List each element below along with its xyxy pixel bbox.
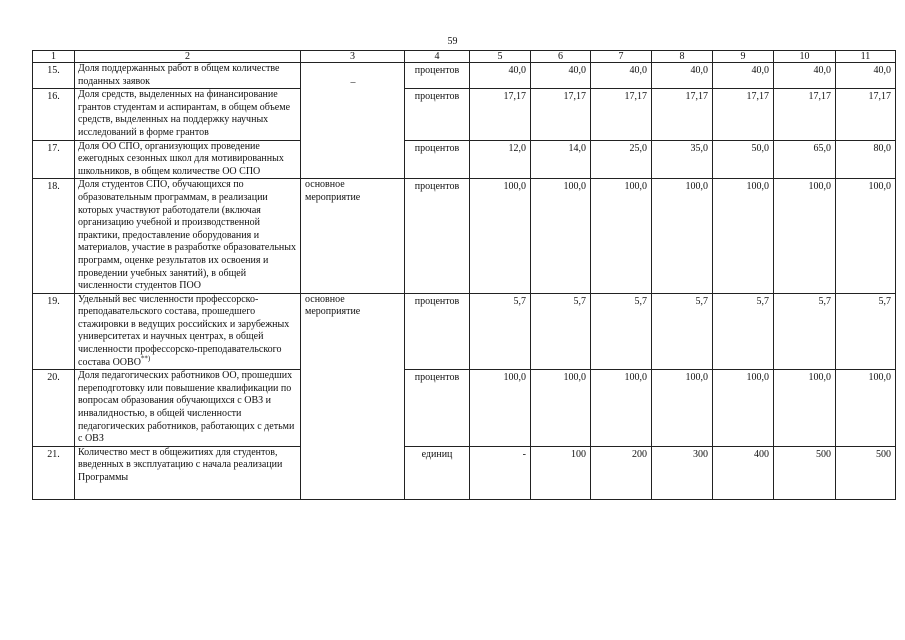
indicator-table xyxy=(32,50,896,500)
value-cell: 100,0 xyxy=(836,370,896,447)
unit-cell: процентов xyxy=(405,179,470,293)
value-cell: 400 xyxy=(713,446,774,499)
table-row xyxy=(33,293,896,370)
value-cell: 5,7 xyxy=(836,293,896,370)
indicator-name xyxy=(75,370,301,447)
value-cell: - xyxy=(470,446,531,499)
indicator-name xyxy=(75,446,301,499)
value-cell: 40,0 xyxy=(531,63,591,89)
header-cell: 6 xyxy=(531,51,591,63)
value-cell: 80,0 xyxy=(836,140,896,179)
row-number: 21. xyxy=(33,446,75,499)
table-row xyxy=(33,370,896,447)
value-cell: 40,0 xyxy=(774,63,836,89)
value-cell: 100 xyxy=(531,446,591,499)
value-cell: 100,0 xyxy=(531,370,591,447)
indicator-name xyxy=(75,179,301,293)
unit-cell: процентов xyxy=(405,370,470,447)
header-cell: 8 xyxy=(652,51,713,63)
value-cell: 100,0 xyxy=(591,179,652,293)
row-number: 18. xyxy=(33,179,75,293)
page-number: 59 xyxy=(447,36,458,47)
table-row xyxy=(33,179,896,293)
activity-type-cell: основное мероприятие xyxy=(301,179,405,293)
header-cell: 9 xyxy=(713,51,774,63)
footnote-mark: **) xyxy=(140,354,151,363)
indicator-name-text: Доля педагогических работников ОО, прошедших переподготовку или повышение квалификации по вопросам образования обучающихся с ОВЗ и инвалидностью, в общей численности педагогических работников, работающих с детьми с ОВЗ xyxy=(78,370,295,445)
value-cell: 100,0 xyxy=(774,370,836,447)
value-cell: 40,0 xyxy=(713,63,774,89)
value-cell: 12,0 xyxy=(470,140,531,179)
value-cell: 5,7 xyxy=(652,293,713,370)
value-cell: 17,17 xyxy=(713,89,774,140)
row-number: 17. xyxy=(33,140,75,179)
indicator-name xyxy=(75,89,301,140)
row-number: 19. xyxy=(33,293,75,370)
value-cell: 40,0 xyxy=(836,63,896,89)
indicator-name-text: Доля поддержанных работ в общем количестве поданных заявок xyxy=(78,63,280,87)
row-number: 15. xyxy=(33,63,75,89)
value-cell: 200 xyxy=(591,446,652,499)
value-cell: 100,0 xyxy=(652,179,713,293)
value-cell: 100,0 xyxy=(531,179,591,293)
row-number: 20. xyxy=(33,370,75,447)
value-cell: 500 xyxy=(836,446,896,499)
value-cell: 17,17 xyxy=(591,89,652,140)
value-cell: 5,7 xyxy=(774,293,836,370)
value-cell: 100,0 xyxy=(470,179,531,293)
table-row xyxy=(33,140,896,179)
row-number: 16. xyxy=(33,89,75,140)
table-row xyxy=(33,446,896,499)
header-cell: 10 xyxy=(774,51,836,63)
header-cell: 5 xyxy=(470,51,531,63)
value-cell: 300 xyxy=(652,446,713,499)
activity-type-cell xyxy=(301,63,405,179)
value-cell: 100,0 xyxy=(836,179,896,293)
header-cell: 4 xyxy=(405,51,470,63)
value-cell: 100,0 xyxy=(774,179,836,293)
value-cell: 17,17 xyxy=(836,89,896,140)
unit-cell: процентов xyxy=(405,140,470,179)
unit-cell: процентов xyxy=(405,293,470,370)
indicator-name-text: Доля студентов СПО, обучающихся по образовательным программам, в реализации которых участвуют работодатели (включая организацию учебной и производственной практики, предоставление оборудования и материалов, участие в разработке образовательных программ, оценке результатов их освоения и проведении учебных занятий), в общей численности студентов ПОО xyxy=(78,179,296,292)
indicator-name xyxy=(75,293,301,370)
indicator-name-text: Количество мест в общежитиях для студентов, введенных в эксплуатацию с начала реализации Программы xyxy=(78,446,283,483)
indicator-name-text: Удельный вес численности профессорско-преподавательского состава, прошедшего стажировки в ведущих российских и зарубежных университетах и научных центрах, в общей численности профессорско-преподавательского состава ООВО xyxy=(78,293,290,368)
value-cell: 100,0 xyxy=(652,370,713,447)
value-cell: 40,0 xyxy=(470,63,531,89)
indicator-name xyxy=(75,63,301,89)
value-cell: 5,7 xyxy=(713,293,774,370)
header-cell: 11 xyxy=(836,51,896,63)
value-cell: 100,0 xyxy=(591,370,652,447)
dash-text: – xyxy=(350,77,356,88)
value-cell: 5,7 xyxy=(591,293,652,370)
value-cell: 17,17 xyxy=(774,89,836,140)
value-cell: 5,7 xyxy=(470,293,531,370)
indicator-name xyxy=(75,140,301,179)
unit-cell: процентов xyxy=(405,63,470,89)
indicator-name-text: Доля ОО СПО, организующих проведение ежегодных сезонных школ для мотивированных школьников, в общем количестве ОО СПО xyxy=(78,140,284,177)
value-cell: 500 xyxy=(774,446,836,499)
activity-type-cell: основное мероприятие xyxy=(301,293,405,499)
value-cell: 50,0 xyxy=(713,140,774,179)
value-cell: 17,17 xyxy=(470,89,531,140)
header-row xyxy=(33,51,896,63)
value-cell: 100,0 xyxy=(470,370,531,447)
header-cell: 7 xyxy=(591,51,652,63)
value-cell: 5,7 xyxy=(531,293,591,370)
value-cell: 14,0 xyxy=(531,140,591,179)
indicator-name-text: Доля средств, выделенных на финансирование грантов студентам и аспирантам, в общем объеме средств, выделенных на поддержку научных исследований в форме грантов xyxy=(78,89,291,138)
table-row xyxy=(33,63,896,89)
table-row xyxy=(33,89,896,140)
value-cell: 40,0 xyxy=(652,63,713,89)
value-cell: 25,0 xyxy=(591,140,652,179)
header-cell: 2 xyxy=(75,51,301,63)
header-cell: 3 xyxy=(301,51,405,63)
value-cell: 17,17 xyxy=(652,89,713,140)
header-cell: 1 xyxy=(33,51,75,63)
value-cell: 35,0 xyxy=(652,140,713,179)
value-cell: 17,17 xyxy=(531,89,591,140)
unit-cell: единиц xyxy=(405,446,470,499)
unit-cell: процентов xyxy=(405,89,470,140)
value-cell: 100,0 xyxy=(713,370,774,447)
value-cell: 40,0 xyxy=(591,63,652,89)
value-cell: 100,0 xyxy=(713,179,774,293)
value-cell: 65,0 xyxy=(774,140,836,179)
